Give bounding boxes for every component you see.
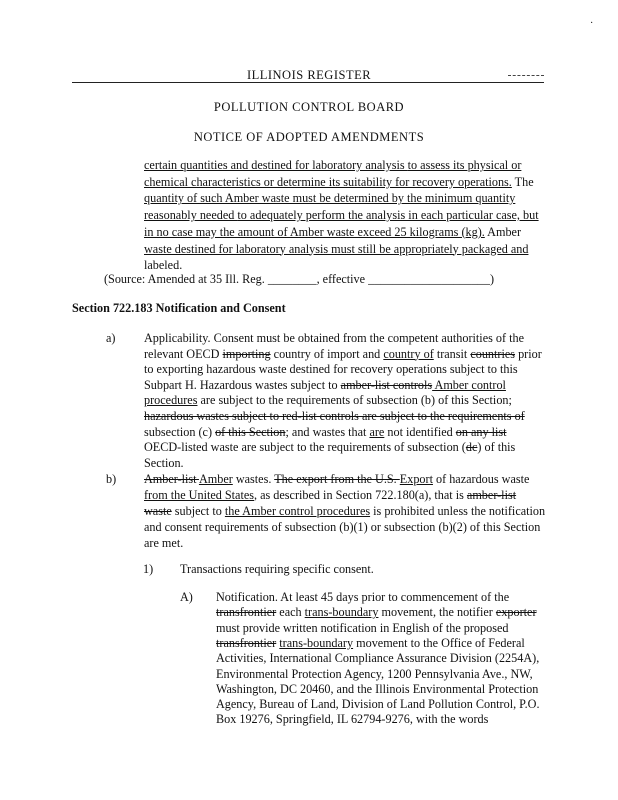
text-span: subject to [171, 504, 225, 518]
struck-text: on any list [455, 424, 507, 439]
item-1-text: Transactions requiring specific consent. [180, 562, 374, 576]
text-line [144, 392, 512, 409]
inserted-text: quantity of such Amber waste must be determined by the minimum quantity [144, 191, 516, 206]
text-span: Amber [484, 224, 522, 239]
text-line [144, 519, 540, 536]
scan-speck: · [590, 18, 594, 29]
struck-text: Amber-list [144, 472, 199, 486]
text-line [144, 503, 545, 520]
text-span: not identified [384, 424, 456, 439]
text-span: subsection (c) [144, 424, 216, 439]
text-span: Box 19276, Springfield, IL 62794-9276, with the words [216, 712, 489, 727]
struck-text: transfrontier [216, 605, 277, 620]
text-span: labeled. [144, 258, 183, 273]
struck-text: amber-list [466, 488, 517, 502]
text-span: are subject to the requirements of subsection (b) of this Section; [197, 393, 512, 408]
text-line [144, 439, 515, 456]
text-line [144, 346, 542, 363]
text-line [144, 330, 524, 347]
para-a-label: a) [106, 331, 116, 345]
header-rule-dashed [508, 75, 544, 76]
text-line [216, 711, 488, 728]
text-line [144, 408, 525, 425]
text-span: relevant OECD [144, 346, 223, 361]
text-span: OECD-listed waste [144, 440, 239, 455]
inserted-text: Export [399, 472, 433, 486]
text-line [144, 207, 539, 224]
text-span: are met. [144, 536, 184, 550]
text-span: Applicability. Consent must be obtained from the competent authorities of the [144, 331, 524, 345]
inserted-text: waste destined for laboratory analysis must still be appropriately packaged and [144, 241, 529, 256]
text-line [144, 535, 183, 552]
text-span: ) of this [477, 440, 516, 455]
text-span: transit [433, 346, 471, 361]
struck-text: waste [144, 504, 172, 518]
text-line [144, 224, 521, 241]
register-title: ILLINOIS REGISTER [246, 68, 372, 82]
inserted-text: reasonably needed [144, 208, 238, 223]
struck-text: of this Section [215, 424, 286, 439]
text-span: are subject to the requirements of subsection ( [238, 440, 466, 455]
inserted-text: certain quantities and destined for laboratory analysis [144, 158, 408, 172]
text-line [144, 241, 528, 258]
text-span: prior [515, 346, 542, 361]
struck-text: amber-list controls [340, 377, 433, 392]
struck-text: importing [222, 346, 271, 361]
struck-text: hazardous wastes subject to red-list controls are subject to the requirements of [144, 409, 525, 423]
inserted-text: from the United States [144, 488, 255, 502]
text-line [144, 424, 507, 441]
source-note: (Source: Amended at 35 Ill. Reg. ________, effective ____________________) [104, 272, 495, 286]
inserted-text: Amber [198, 472, 233, 486]
inserted-text: Amber control [432, 377, 506, 392]
inserted-text: to assess its physical or [407, 158, 522, 172]
para-b-label: b) [106, 472, 117, 486]
struck-text: countries [470, 346, 516, 361]
item-a-label: A) [180, 590, 193, 604]
text-span: each [276, 605, 305, 620]
inserted-text: chemical characteristics or determine its suitability for recovery operations. [144, 174, 512, 189]
text-span: Activities, International Compliance Assurance Division (2254A), [216, 651, 540, 666]
text-span: Notification. At least 45 days prior to commencement of the [216, 590, 510, 604]
text-span: must provide written notification in English of the proposed [216, 620, 509, 635]
text-span: Section. [144, 455, 184, 470]
struck-text: exporter [495, 605, 537, 620]
text-span: wastes. [232, 472, 275, 486]
struck-text: The export from the U.S. [274, 472, 400, 486]
text-line [144, 487, 516, 504]
notice-title: NOTICE OF ADOPTED AMENDMENTS [193, 130, 425, 144]
text-span: to exporting hazardous waste destined for recovery operations subject to this [144, 362, 518, 377]
inserted-text: trans-boundary [304, 605, 379, 620]
text-span: is prohibited unless the notification [370, 504, 546, 518]
inserted-text: to adequately perform the analysis in each particular case, but [237, 208, 539, 223]
text-line [144, 455, 184, 472]
struck-text: transfrontier [216, 635, 277, 650]
inserted-text: the Amber control procedures [224, 504, 371, 518]
text-span: The [511, 174, 534, 189]
inserted-text: trans-boundary [279, 635, 354, 650]
header-rule [72, 82, 544, 83]
text-line [144, 377, 506, 394]
text-span: Environmental Protection Agency, 1200 Pennsylvania Ave., NW, [216, 666, 533, 681]
text-span: Washington, DC 20460, and the Illinois Environmental Protection [216, 681, 539, 696]
text-span: Agency, Bureau of Land, Division of Land Pollution Control, P.O. [216, 697, 540, 712]
text-span: and consent requirements of subsection (b)(1) or subsection (b)(2) of this Section [144, 520, 541, 534]
text-span: country of import and [270, 346, 384, 361]
inserted-text: in no case may the amount of Amber waste exceed 25 kilograms (kg). [144, 224, 485, 239]
board-title: POLLUTION CONTROL BOARD [213, 100, 405, 114]
text-line [144, 157, 521, 174]
text-span: movement to the Office of Federal [353, 635, 525, 650]
item-1-label: 1) [143, 562, 154, 576]
text-span: Subpart H. Hazardous wastes subject to [144, 377, 341, 392]
text-line [144, 190, 515, 207]
text-span: , as described in Section 722.180(a), that is [254, 488, 467, 502]
text-line [144, 174, 534, 191]
struck-text: dc [465, 440, 478, 455]
text-line [144, 471, 529, 488]
text-span: of hazardous waste [432, 472, 530, 486]
text-span: movement, the notifier [378, 605, 496, 620]
inserted-text: country of [383, 346, 434, 361]
section-heading: Section 722.183 Notification and Consent [72, 301, 286, 315]
text-line [144, 361, 518, 378]
text-span: ; and wastes that [285, 424, 370, 439]
inserted-text: are [369, 424, 385, 439]
inserted-text: procedures [144, 393, 198, 408]
